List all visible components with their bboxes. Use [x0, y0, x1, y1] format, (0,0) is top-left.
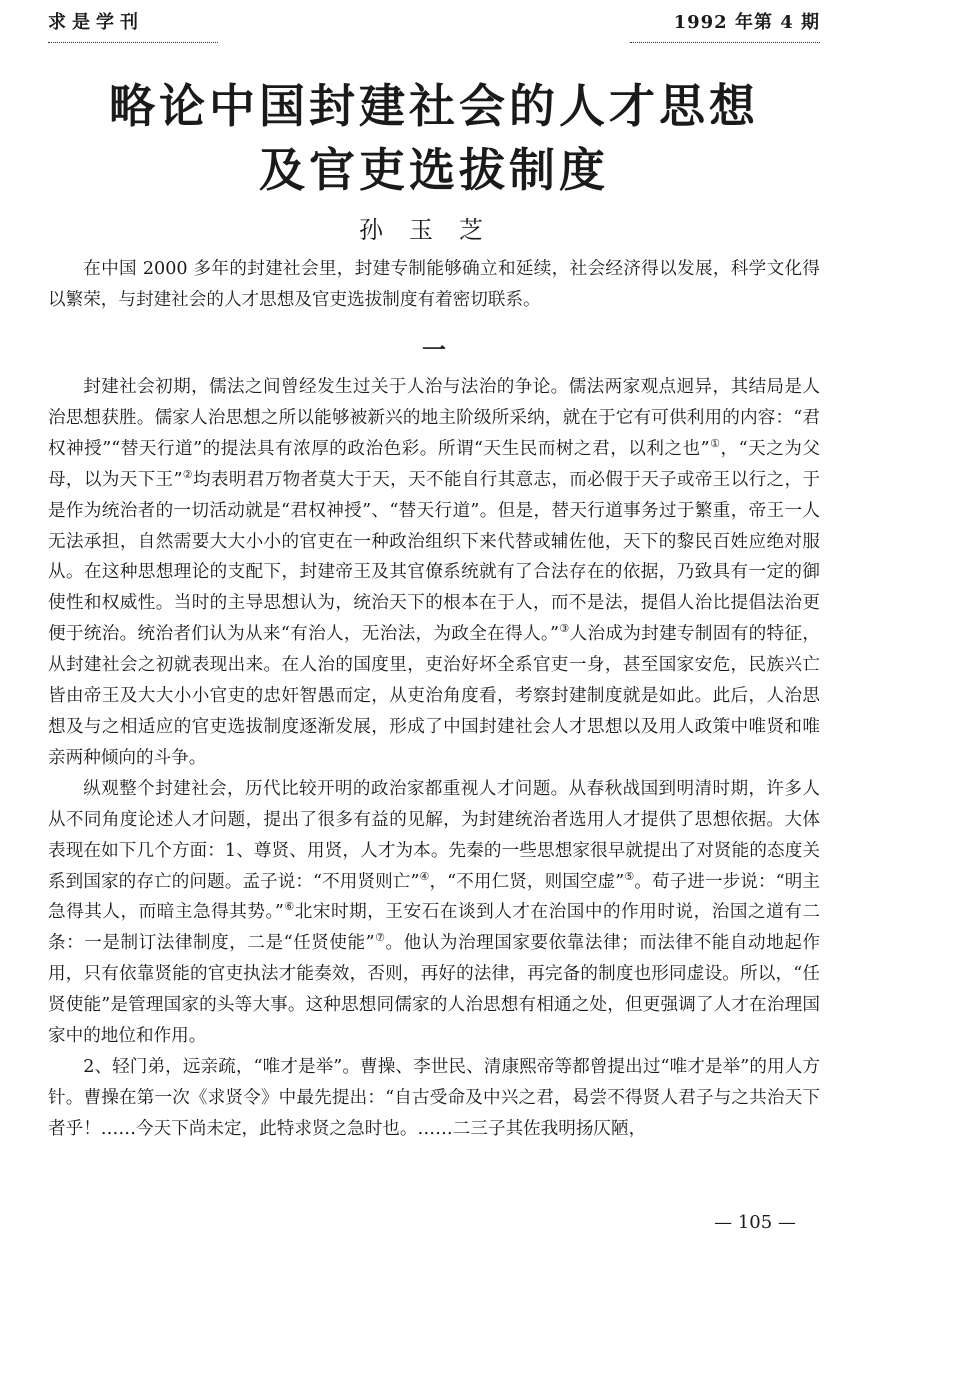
title-line-1: 略论中国封建社会的人才思想 [109, 79, 759, 133]
header-rule-left [48, 42, 218, 43]
author-name: 孙玉芝 [359, 216, 509, 244]
text-segment: ，“不用仁贤，则国空虚” [429, 871, 625, 892]
footnote-marker: ④ [419, 869, 430, 883]
footnote-marker: ⑤ [624, 869, 635, 883]
text-segment: 2、轻门弟，远亲疏，“唯才是举”。曹操、李世民、清康熙帝等都曾提出过“唯才是举”的用人方针。曹操在第一次《求贤令》中最先提出：“自古受命及中兴之君，曷尝不得贤人君子与之共治天下者乎！……今天下尚未定，此特求贤之急时也。……二三子其佐我明扬仄陋， [48, 1056, 820, 1139]
journal-name: 求是学刊 [48, 12, 144, 33]
text-segment: 北宋时期，王安石在谈到人才在治国中的作用时说，治国之道有二条：一是制订法律制度，二是“任贤使能” [48, 902, 820, 954]
title-line-2: 及官吏选拔制度 [259, 143, 609, 197]
running-head [48, 8, 820, 48]
footnote-marker: ⑦ [374, 931, 386, 945]
abstract: 在中国 2000 多年的封建社会里，封建专制能够确立和延续，社会经济得以发展，科学文化得以繁荣，与封建社会的人才思想及官吏选拔制度有着密切联系。 [48, 259, 820, 310]
text-segment: 。荀子进一步说：“明主急得其人，而暗主急得其势。” [48, 871, 820, 923]
paragraph-2 [48, 774, 820, 1052]
text-segment: 封建社会初期，儒法之间曾经发生过关于人治与法治的争论。儒法两家观点迥异，其结局是人治思想获胜。儒家人治思想之所以能够被新兴的地主阶级所采纳，就在于它有可供利用的内容：“君权神授”“替天行道”的提法具有浓厚的政治色彩。所谓“天生民而树之君，以利之也” [48, 377, 820, 459]
article-title [48, 74, 820, 202]
page-number: — 105 — [714, 1212, 796, 1233]
footnote-marker: ② [182, 467, 193, 481]
header-rule-right [630, 42, 820, 43]
text-segment: ，“天之为父母，以为天下王” [48, 438, 820, 490]
paragraph-3 [48, 1052, 820, 1145]
footnote-marker: ③ [559, 622, 570, 636]
footnote-marker: ⑥ [283, 900, 295, 914]
issue-number: 1992 年第 4 期 [673, 12, 820, 33]
text-segment: 。他认为治理国家要依靠法律；而法律不能自动地起作用，只有依靠贤能的官吏执法才能奏效，否则，再好的法律，再完备的制度也形同虚设。所以，“任贤使能”是管理国家的头等大事。这种思想同儒家的人治思想有相通之处，但更强调了人才在治理国家中的地位和作用。 [48, 933, 820, 1047]
section-number: 一 [422, 335, 446, 364]
footnote-marker: ① [709, 436, 721, 450]
text-segment: 纵观整个封建社会，历代比较开明的政治家都重视人才问题。从春秋战国到明清时期，许多人从不同角度论述人才问题，提出了很多有益的见解，为封建统治者选用人才提供了思想依据。大体表现在如下几个方面：1、尊贤、用贤，人才为本。先秦的一些思想家很早就提出了对贤能的态度关系到国家的存亡的问题。孟子说：“不用贤则亡” [48, 778, 820, 892]
text-segment: 均表明君万物者莫大于天，天不能自行其意志，而必假于天子或帝王以行之，于是作为统治者的一切活动就是“君权神授”、“替天行道”。但是，替天行道事务过于繁重，帝王一人无法承担，自然需要大大小小的官吏在一种政治组织下来代替或辅佐他，天下的黎民百姓应绝对服从。在这种思想理论的支配下，封建帝王及其官僚系统就有了合法存在的依据，乃致具有一定的御使性和权威性。当时的主导思想认为，统治天下的根本在于人，而不是法，提倡人治比提倡法治更便于统治。统治者们认为从来“有治人，无治法，为政全在得人。” [48, 469, 820, 645]
text-segment: 人治成为封建专制固有的特征，从封建社会之初就表现出来。在人治的国度里，吏治好坏全系官吏一身，甚至国家安危，民族兴亡皆由帝王及大大小小官吏的忠奸智愚而定，从吏治角度看，考察封建制度就是如此。此后，人治思想及与之相适应的官吏选拔制度逐渐发展，形成了中国封建社会人才思想以及用人政策中唯贤和唯亲两种倾向的斗争。 [48, 624, 820, 768]
body-text [48, 372, 820, 1145]
paragraph-1 [48, 372, 820, 774]
